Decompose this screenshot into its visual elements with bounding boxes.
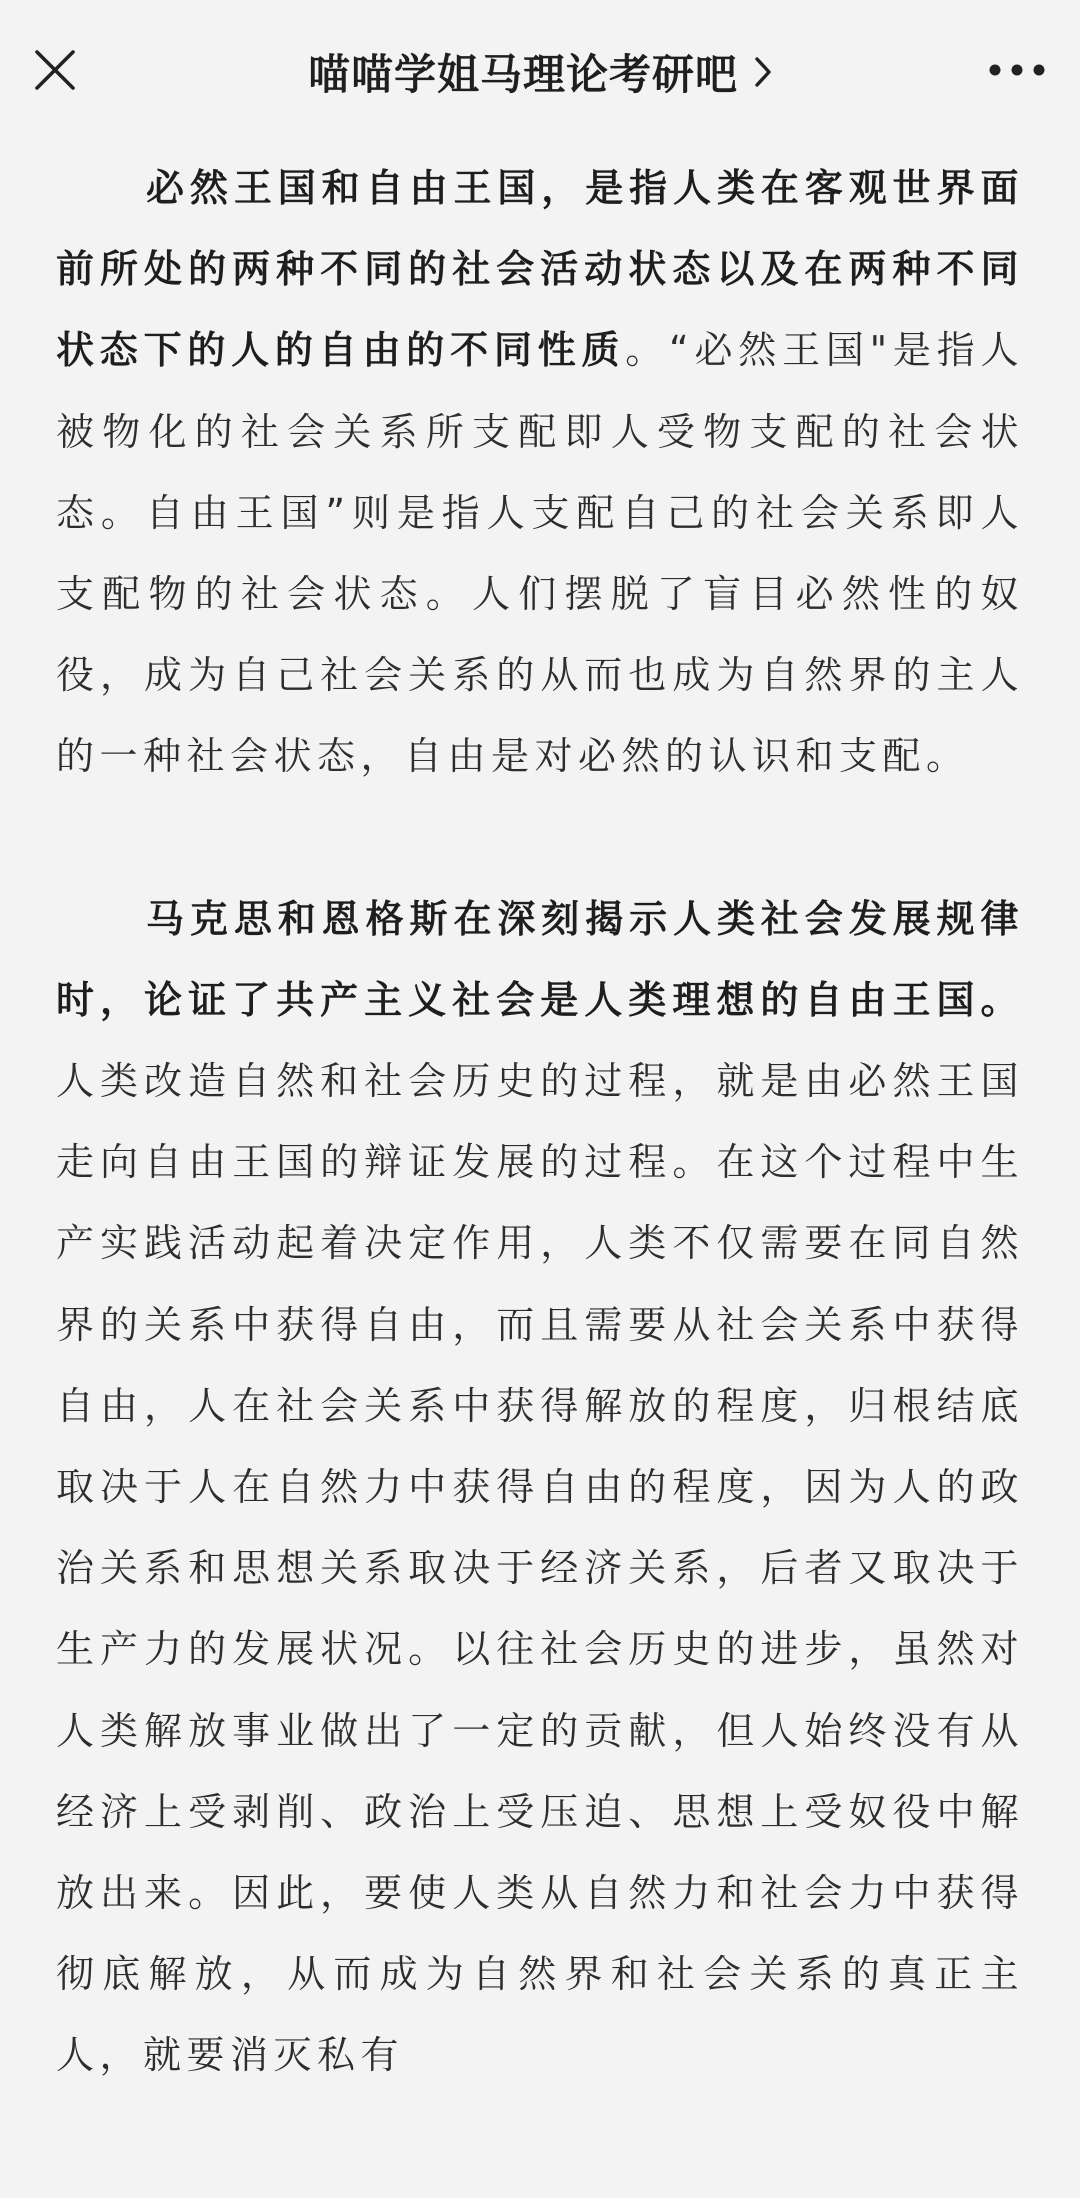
paragraph-1-bold-lead: 必然王国和自由王国，是指人类在客观世界面前所处的两种不同的社会活动状态以及在两种不同状态下的人的自由的不同性质: [56, 166, 1024, 373]
paragraph-2-text: 人类改造自然和社会历史的过程，就是由必然王国走向自由王国的辩证发展的过程。在这个过程中生产实践活动起着决定作用，人类不仅需要在同自然界的关系中获得自由，而且需要从社会关系中获得自由，人在社会关系中获得解放的程度，归根结底取决于人在自然力中获得自由的程度，因为人的政治关系和思想关系取决于经济关系，后者又取决于生产力的发展状况。以往社会历史的进步，虽然对人类解放事业做出了一定的贡献，但人始终没有从经济上受剥削、政治上受压迫、思想上受奴役中解放出来。因此，要使人类从自然力和社会力中获得彻底解放，从而成为自然界和社会关系的真正主人，就要消灭私有: [56, 1059, 1024, 2078]
page-title: 喵喵学姐马理论考研吧: [307, 50, 738, 99]
account-title-link[interactable]: [150, 36, 930, 108]
paragraph-2-bold-lead: 马克思和恩格斯在深刻揭示人类社会发展规律时，论证了共产主义社会是人类理想的自由王国。: [56, 896, 1024, 1022]
more-options-button[interactable]: [984, 40, 1050, 100]
paragraph-spacer: [56, 798, 1024, 879]
more-horizontal-icon: [987, 63, 1047, 77]
top-navigation-bar: [0, 0, 1080, 144]
chevron-right-icon: [754, 56, 772, 88]
article-paragraph-2: [56, 879, 1024, 2097]
paragraph-1-text: 。“必然王国"是指人被物化的社会关系所支配即人受物支配的社会状态。自由王国”则是指人支配自己的社会关系即人支配物的社会状态。人们摆脱了盲目必然性的奴役，成为自己社会关系的从而也成为自然界的主人的一种社会状态，自由是对必然的认识和支配。: [56, 328, 1024, 779]
article-paragraph-1: [56, 148, 1024, 798]
close-icon: [35, 50, 75, 90]
article-body: [56, 148, 1024, 2097]
close-button[interactable]: [30, 40, 80, 100]
